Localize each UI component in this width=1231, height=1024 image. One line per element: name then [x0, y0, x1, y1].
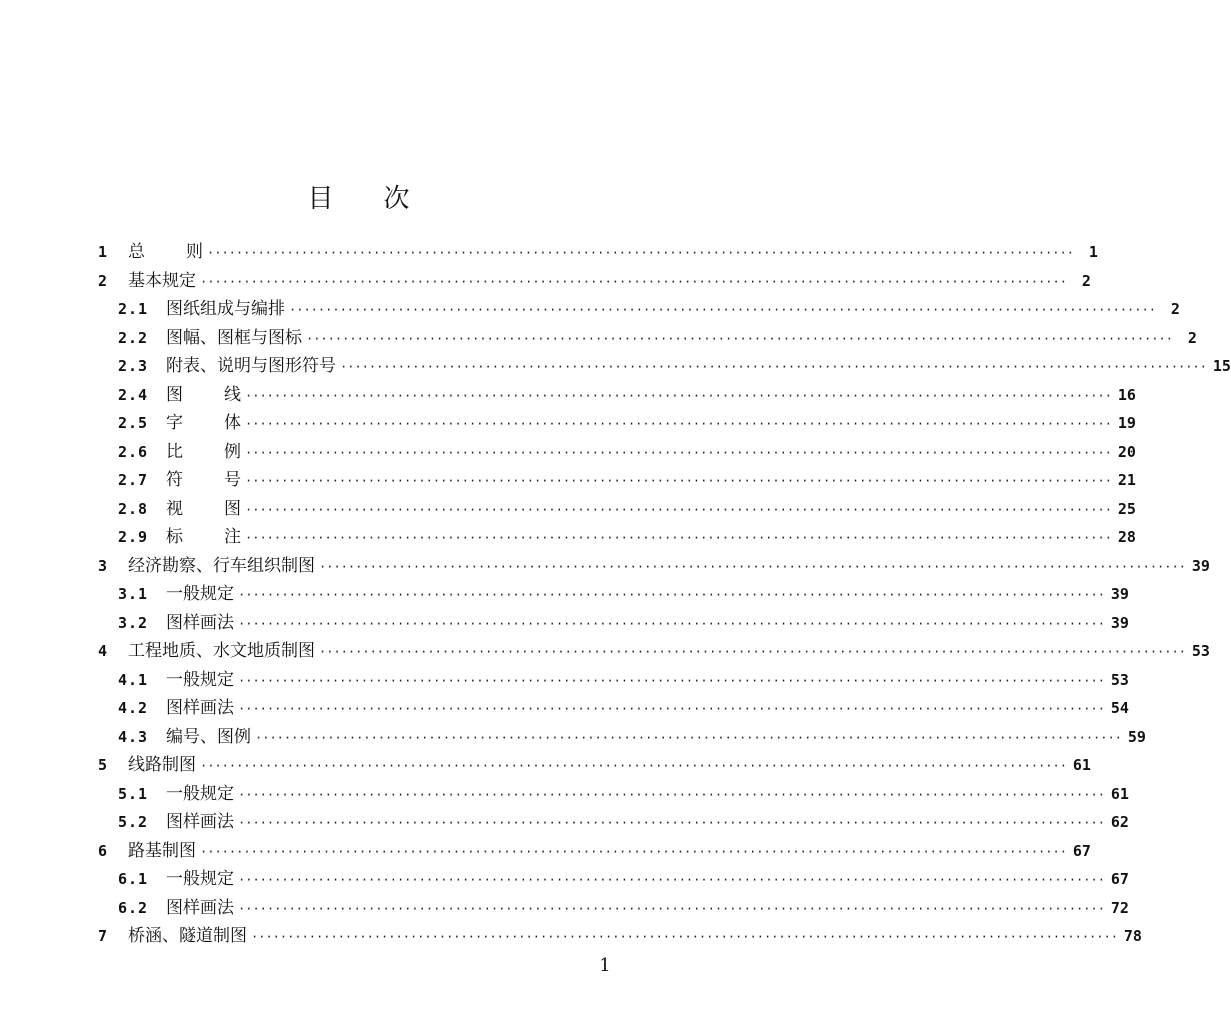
toc-entry-page: 16: [1117, 386, 1136, 404]
toc-entry-title: 工程地质、水文地质制图: [128, 641, 315, 661]
toc-entry-title-char: 视: [166, 499, 183, 519]
toc-entry[interactable]: [98, 552, 1210, 580]
toc-entry-title: 线路制图: [128, 755, 196, 775]
toc-leader-dots: ························································································································: [255, 731, 1122, 745]
toc-entry-page: 61: [1072, 756, 1091, 774]
toc-leader-dots: ························································································································: [245, 531, 1112, 545]
toc-leader-dots: ························································································································: [340, 360, 1207, 374]
toc-entry-page: 15: [1212, 357, 1231, 375]
toc-entry[interactable]: [98, 751, 1091, 779]
toc-entry[interactable]: [98, 837, 1091, 865]
toc-entry-number: 3: [98, 557, 108, 575]
toc-leader-dots: ························································································································: [238, 816, 1105, 830]
toc-entry-number: 6: [98, 842, 108, 860]
toc-entry-title-char: 字: [166, 413, 183, 433]
toc-entry-page: 62: [1110, 813, 1129, 831]
toc-leader-dots: ························································································································: [238, 617, 1105, 631]
toc-entry-number: 2.8: [118, 500, 149, 518]
toc-entry-number: 2.1: [118, 300, 149, 318]
toc-entry[interactable]: [118, 609, 1129, 637]
toc-entry-page: 39: [1191, 557, 1210, 575]
toc-entry-title: 一般规定: [166, 869, 234, 889]
toc-entry-title-char: 注: [224, 527, 241, 547]
toc-entry[interactable]: [118, 352, 1231, 380]
toc-leader-dots: ························································································································: [245, 389, 1112, 403]
toc-entry-title: 桥涵、隧道制图: [128, 926, 247, 946]
toc-entry-page: 28: [1117, 528, 1136, 546]
toc-leader-dots: ························································································································: [200, 275, 1067, 289]
toc-leader-dots: ························································································································: [238, 873, 1105, 887]
toc-entry[interactable]: [118, 381, 1136, 409]
toc-entry-title-char: 例: [224, 442, 241, 462]
toc-entry-page: 53: [1110, 671, 1129, 689]
toc-entry-title: [166, 495, 241, 523]
toc-entry-title: 一般规定: [166, 784, 234, 804]
toc-leader-dots: ························································································································: [200, 845, 1067, 859]
toc-entry[interactable]: [118, 894, 1129, 922]
toc-entry[interactable]: [118, 780, 1129, 808]
toc-entry[interactable]: [118, 808, 1129, 836]
toc-entry-title: 一般规定: [166, 584, 234, 604]
toc-entry-page: 21: [1117, 471, 1136, 489]
toc-entry-page: 39: [1110, 585, 1129, 603]
toc-entry-title: 图纸组成与编排: [166, 299, 285, 319]
toc-entry-title: [166, 466, 241, 494]
toc-entry-page: 19: [1117, 414, 1136, 432]
toc-leader-dots: ························································································································: [245, 446, 1112, 460]
toc-entry[interactable]: [118, 666, 1129, 694]
toc-entry-title: 图样画法: [166, 698, 234, 718]
toc-entry-title: [166, 381, 241, 409]
toc-entry[interactable]: [118, 694, 1129, 722]
toc-entry-number: 2.3: [118, 357, 149, 375]
toc-entry-number: 4.3: [118, 728, 149, 746]
toc-entry[interactable]: [118, 466, 1136, 494]
toc-entry[interactable]: [118, 495, 1136, 523]
toc-leader-dots: ························································································································: [245, 503, 1112, 517]
toc-entry-page: 2: [1187, 329, 1197, 347]
toc-leader-dots: ························································································································: [238, 674, 1105, 688]
toc-entry-title-char: 符: [166, 470, 183, 490]
toc-leader-dots: ························································································································: [238, 902, 1105, 916]
toc-entry-number: 2.2: [118, 329, 149, 347]
toc-entry-title: [166, 409, 241, 437]
toc-entry-page: 78: [1123, 927, 1142, 945]
toc-entry-number: 3.2: [118, 614, 149, 632]
toc-entry-number: 6.1: [118, 870, 149, 888]
toc-entry-number: 2.6: [118, 443, 149, 461]
toc-entry-title-char: 标: [166, 527, 183, 547]
toc-title-part2: 次: [383, 184, 410, 214]
toc-entry-title: 图样画法: [166, 898, 234, 918]
toc-entry-title-char: 体: [224, 413, 241, 433]
toc-entry-title: 编号、图例: [166, 727, 251, 747]
toc-leader-dots: ························································································································: [245, 474, 1112, 488]
toc-entry-page: 67: [1110, 870, 1129, 888]
toc-entry-number: 4.2: [118, 699, 149, 717]
toc-leader-dots: ························································································································: [319, 645, 1186, 659]
toc-entry-title: 经济勘察、行车组织制图: [128, 556, 315, 576]
toc-entry-number: 4: [98, 642, 108, 660]
toc-leader-dots: ························································································································: [200, 759, 1067, 773]
toc-entry-title: 基本规定: [128, 271, 196, 291]
toc-entry-page: 2: [1170, 300, 1180, 318]
toc-entry-title-char: 图: [224, 499, 241, 519]
toc-entry[interactable]: [118, 723, 1146, 751]
toc-entry-number: 4.1: [118, 671, 149, 689]
toc-entry-number: 7: [98, 927, 108, 945]
toc-entry[interactable]: [118, 409, 1136, 437]
toc-entry-number: 2.4: [118, 386, 149, 404]
toc-entry-number: 2.5: [118, 414, 149, 432]
toc-entry-number: 1: [98, 243, 108, 261]
toc-leader-dots: ························································································································: [238, 788, 1105, 802]
toc-entry[interactable]: [118, 865, 1129, 893]
page-number: 1: [599, 955, 611, 976]
toc-entry-title: 图样画法: [166, 613, 234, 633]
toc-entry-number: 2.7: [118, 471, 149, 489]
toc-entry[interactable]: [98, 238, 1098, 266]
toc-entry-page: 2: [1081, 272, 1091, 290]
toc-entry[interactable]: [118, 295, 1180, 323]
toc-entry-title: 图样画法: [166, 812, 234, 832]
toc-entry-page: 1: [1088, 243, 1098, 261]
toc-entry-title: 路基制图: [128, 841, 196, 861]
toc-entry-number: 5.1: [118, 785, 149, 803]
toc-entry-title: 一般规定: [166, 670, 234, 690]
toc-leader-dots: ························································································································: [245, 417, 1112, 431]
toc-entry-page: 72: [1110, 899, 1129, 917]
toc-leader-dots: ························································································································: [238, 588, 1105, 602]
toc-entry-title: [166, 438, 241, 466]
toc-entry-page: 39: [1110, 614, 1129, 632]
toc-entry-page: 59: [1127, 728, 1146, 746]
toc-entry-title: 图幅、图框与图标: [166, 328, 302, 348]
toc-entry-number: 5.2: [118, 813, 149, 831]
toc-title: [0, 178, 717, 215]
toc-entry-number: 2: [98, 272, 108, 290]
toc-entry-title: 附表、说明与图形符号: [166, 356, 336, 376]
toc-entry-title-char: 号: [224, 470, 241, 490]
toc-leader-dots: ························································································································: [207, 246, 1074, 260]
toc-entry[interactable]: [118, 324, 1197, 352]
toc-leader-dots: ························································································································: [289, 303, 1156, 317]
toc-entry-page: 67: [1072, 842, 1091, 860]
toc-entry-page: 61: [1110, 785, 1129, 803]
toc-title-part1: 目: [307, 184, 334, 214]
toc-leader-dots: ························································································································: [251, 930, 1118, 944]
toc-entry-number: 6.2: [118, 899, 149, 917]
toc-entry-page: 54: [1110, 699, 1129, 717]
toc-entry-title-char: 则: [186, 242, 203, 262]
toc-entry-title-char: 线: [224, 385, 241, 405]
toc-leader-dots: ························································································································: [319, 560, 1186, 574]
toc-entry-title-char: 比: [166, 442, 183, 462]
toc-entry-number: 3.1: [118, 585, 149, 603]
toc-entry-title: [166, 523, 241, 551]
toc-entry-page: 25: [1117, 500, 1136, 518]
toc-entry-number: 5: [98, 756, 108, 774]
toc-entry-title: [128, 238, 203, 266]
toc-leader-dots: ························································································································: [306, 332, 1173, 346]
toc-entry-page: 20: [1117, 443, 1136, 461]
toc-leader-dots: ························································································································: [238, 702, 1105, 716]
toc-entry[interactable]: [98, 267, 1091, 295]
toc-entry-number: 2.9: [118, 528, 149, 546]
toc-entry[interactable]: [98, 922, 1142, 950]
toc-entry-title-char: 总: [128, 242, 145, 262]
toc-entry[interactable]: [118, 523, 1136, 551]
toc-entry-title-char: 图: [166, 385, 183, 405]
toc-entry-page: 53: [1191, 642, 1210, 660]
toc-entry[interactable]: [118, 438, 1136, 466]
toc-entry[interactable]: [98, 637, 1210, 665]
toc-entry[interactable]: [118, 580, 1129, 608]
